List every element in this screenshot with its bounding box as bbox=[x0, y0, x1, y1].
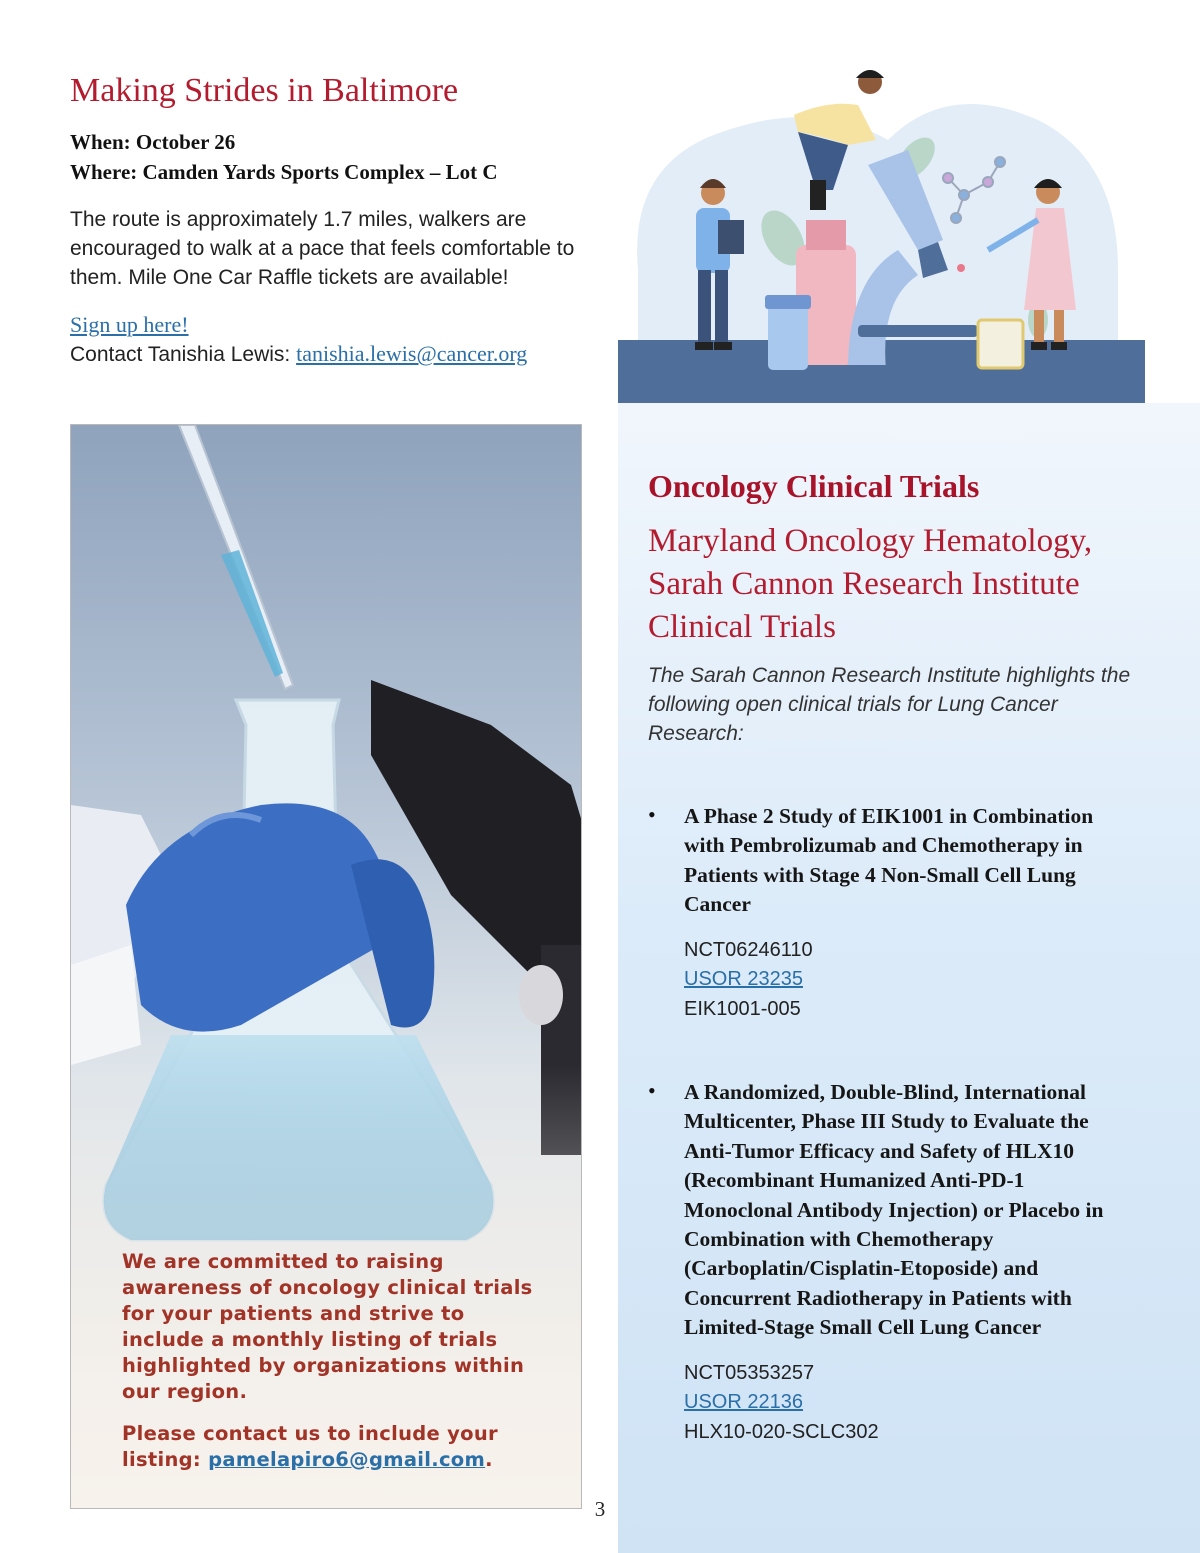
panel-contact-email-link[interactable]: pamelapiro6@gmail.com bbox=[208, 1448, 486, 1471]
trials-intro: The Sarah Cannon Research Institute highlights the following open clinical trials for Lung Cancer Research: bbox=[648, 664, 1131, 745]
trials-heading: Oncology Clinical Trials bbox=[648, 468, 980, 504]
cup-shape bbox=[978, 320, 1023, 368]
signup-link[interactable]: Sign up here! bbox=[70, 312, 189, 337]
event-location: Where: Camden Yards Sports Complex – Lot C bbox=[70, 160, 498, 184]
lab-scientists-illustration bbox=[618, 70, 1145, 403]
trial-nct-number: NCT05353257 bbox=[684, 1361, 815, 1384]
event-contact-email-link[interactable]: tanishia.lewis@cancer.org bbox=[296, 341, 528, 366]
trials-subheading: Maryland Oncology Hematology, Sarah Cannon Research Institute Clinical Trials bbox=[648, 523, 1093, 645]
panel-contact-label: Please contact us to include your listing: bbox=[122, 1422, 498, 1471]
panel-message bbox=[122, 1249, 552, 1489]
event-contact bbox=[70, 341, 527, 367]
trial-identifiers bbox=[684, 936, 1128, 1025]
page-number: 3 bbox=[594, 1497, 606, 1521]
panel-commitment-text: We are committed to raising awareness of oncology clinical trials for your patients and strive to include a monthly listing of trials highlighted by organizations within our region. bbox=[122, 1250, 533, 1403]
panel-contact-period: . bbox=[485, 1448, 493, 1471]
jar-shape bbox=[768, 305, 808, 370]
trial-protocol-code: HLX10-020-SCLC302 bbox=[684, 1420, 879, 1443]
event-title: Making Strides in Baltimore bbox=[70, 72, 459, 109]
blue-gloved-hand-shape bbox=[126, 803, 434, 1031]
trial-protocol-code: EIK1001-005 bbox=[684, 997, 801, 1020]
trial-usor-link[interactable]: USOR 22136 bbox=[684, 1391, 803, 1414]
event-date: When: October 26 bbox=[70, 130, 236, 154]
trial-identifiers bbox=[684, 1359, 1128, 1448]
trial-usor-link[interactable]: USOR 23235 bbox=[684, 968, 803, 991]
pipette-shape bbox=[179, 425, 293, 689]
trial-item bbox=[648, 1078, 1128, 1447]
trial-item bbox=[648, 802, 1128, 1024]
event-contact-label: Contact Tanishia Lewis: bbox=[70, 343, 297, 366]
trial-title: A Phase 2 Study of EIK1001 in Combination with Pembrolizumab and Chemotherapy in Patients with Stage 4 Non-Small Cell Lung Cancer bbox=[684, 804, 1094, 917]
lab-photo-panel bbox=[70, 424, 582, 1509]
trial-title: A Randomized, Double-Blind, International Multicenter, Phase III Study to Evaluate the Anti-Tumor Efficacy and Safety of HLX10 (Recombinant Humanized Anti-PD-1 Monoclonal Antibody Injection) or Placebo in Combination with Chemotherapy (Carboplatin/Cisplatin-Etoposide) and Concurrent Radiotherapy in Patients with Limited-Stage Small Cell Lung Cancer bbox=[684, 1080, 1104, 1340]
bullet-icon: • bbox=[648, 802, 656, 827]
trial-nct-number: NCT06246110 bbox=[684, 938, 813, 961]
panel-contact bbox=[122, 1421, 552, 1473]
bullet-icon: • bbox=[648, 1078, 656, 1103]
event-description: The route is approximately 1.7 miles, walkers are encouraged to walk at a pace that feels comfortable to them. Mile One Car Raffle tickets are available! bbox=[70, 208, 575, 289]
